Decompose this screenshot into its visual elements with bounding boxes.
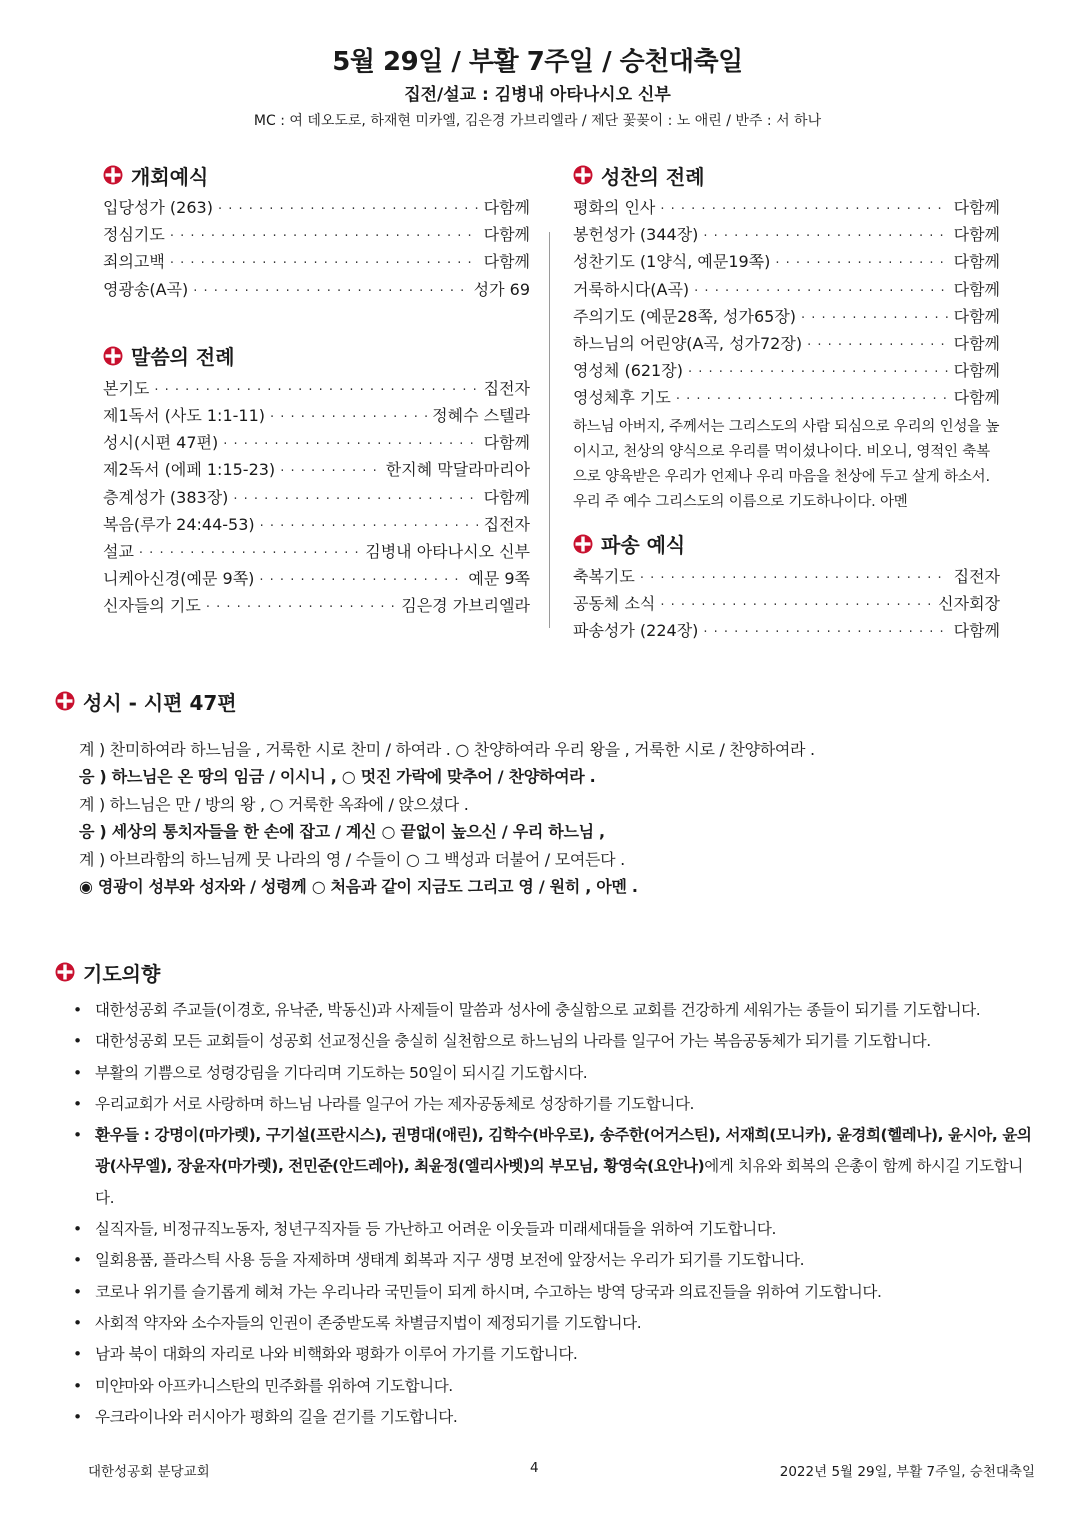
dismissal-heading-label: 파송 예식: [601, 533, 686, 557]
prayer-intention-text: 에게 치유와 회복의 은총이 함께 하시길 기도합니다.: [95, 1157, 1023, 1207]
footer-church-name: 대한성공회 분당교회: [88, 1464, 210, 1480]
prayer-intentions-list: [55, 995, 1035, 1433]
bullet-icon: •: [73, 1251, 82, 1270]
psalm-line: 계 ) 찬미하여라 하느님을 , 거룩한 시로 찬미 / 하여라 . ○ 찬양하여라 우리 왕을 , 거룩한 시로 / 찬양하여라 .: [79, 740, 815, 759]
order-item-leader: 김병내 아타나시오 신부: [365, 541, 530, 561]
psalm-lines: [55, 736, 1035, 900]
eucharist-heading: [573, 160, 1000, 190]
order-item: [103, 194, 530, 221]
bullet-icon: •: [73, 1376, 82, 1395]
order-item-leader: 집전자: [953, 566, 1000, 586]
order-item-label: 축복기도: [573, 566, 635, 586]
order-item-label: 영성체후 기도: [573, 388, 671, 408]
order-item-leader: 신자회장: [938, 593, 1000, 613]
order-item-label: 영광송(A곡): [103, 279, 189, 299]
prayer-intention-text: 남과 북이 대화의 자리로 나와 비핵화와 평화가 이루어 가기를 기도합니다.: [95, 1345, 578, 1364]
psalm-line: 응 ) 세상의 통치자들을 한 손에 잡고 / 계신 ○ 끝없이 높으신 / 우리 하느님 ,: [79, 822, 605, 842]
order-item-leader: 집전자: [483, 514, 530, 534]
order-item: [103, 402, 530, 429]
prayer-intention: [55, 1402, 1035, 1433]
prayer-intention: [55, 1058, 1035, 1089]
order-item-leader: 다함께: [953, 225, 1000, 245]
leader-dots: [660, 196, 948, 223]
order-item: [573, 330, 1000, 357]
prayer-intention-text: 대한성공회 주교들(이경호, 유낙준, 박동신)과 사제들이 말씀과 성사에 충실함으로 교회를 건강하게 세워가는 종들이 되기를 기도합니다.: [95, 1001, 981, 1019]
order-item: [573, 194, 1000, 221]
order-item-leader: 다함께: [953, 306, 1000, 326]
order-item-label: 설교: [103, 541, 134, 561]
bullet-icon: •: [73, 1345, 82, 1364]
prayer-intention: [55, 1214, 1035, 1245]
order-item-leader: 다함께: [483, 198, 530, 217]
bulletin-header: [0, 44, 1075, 132]
prayer-intention: [55, 1245, 1035, 1276]
order-item-leader: 집전자: [483, 378, 530, 398]
opening-heading: [103, 160, 530, 190]
order-item-leader: 김은경 가브리엘라: [401, 596, 530, 616]
order-item-label: 하느님의 어린양(A곡, 성가72장): [573, 333, 803, 353]
order-item-label: 복음(루가 24:44-53): [103, 514, 255, 534]
eucharist-list: [573, 194, 1000, 412]
leader-dots: [193, 278, 468, 305]
page-number: 4: [530, 1460, 539, 1476]
cross-icon: [573, 165, 593, 185]
leader-dots: [170, 223, 479, 250]
bullet-icon: •: [73, 1094, 82, 1113]
cross-icon: [103, 346, 123, 366]
order-item: [103, 375, 530, 402]
right-column: [573, 160, 1000, 644]
prayer-intention-text: 사회적 약자와 소수자들의 인권이 존중받도록 차별금지법이 제정되기를 기도합니다.: [95, 1313, 642, 1332]
order-item-leader: 정혜수 스텔라: [432, 405, 530, 425]
prayer-intention: [55, 1089, 1035, 1120]
psalm-line: 응 ) 하느님은 온 땅의 임금 / 이시니 , ○ 멋진 가락에 맞추어 / 찬양하여라 .: [79, 767, 596, 787]
leader-dots: [170, 250, 479, 277]
order-item: [103, 248, 530, 275]
order-item: [573, 303, 1000, 330]
order-item-leader: 다함께: [483, 225, 530, 245]
psalm-line: 계 ) 하느님은 만 / 방의 왕 , ○ 거룩한 옥좌에 / 앉으셨다 .: [79, 794, 469, 814]
psalm-heading-label: 성시 - 시편 47편: [83, 690, 237, 715]
prayer-intention-text: 우리교회가 서로 사랑하며 하느님 나라를 일구어 가는 제자공동체로 성장하기를 기도합니다.: [95, 1094, 695, 1113]
intentions-section: [55, 957, 1035, 1433]
word-heading: [103, 341, 530, 371]
order-item-label: 성시(시편 47편): [103, 433, 219, 453]
order-item-leader: 다함께: [953, 198, 1000, 217]
bullet-icon: •: [73, 1063, 82, 1082]
intentions-heading: [55, 957, 1035, 987]
order-item-label: 신자들의 기도: [103, 596, 201, 616]
mc-line: MC : 여 데오도로, 하재현 미카엘, 김은경 가브리엘라 / 제단 꽃꽂이 : 노 애린 / 반주 : 서 하나: [253, 113, 822, 129]
leader-dots: [807, 332, 949, 359]
leader-dots: [676, 386, 949, 413]
order-item: [103, 565, 530, 592]
leader-dots: [206, 594, 396, 621]
order-item-leader: 다함께: [953, 361, 1000, 381]
order-item: [103, 484, 530, 511]
leader-dots: [640, 565, 949, 592]
order-item-label: 주의기도 (예문28쪽, 성가65장): [573, 306, 797, 326]
opening-heading-label: 개회예식: [131, 164, 209, 189]
order-item: [573, 357, 1000, 384]
order-item: [103, 538, 530, 565]
leader-dots: [280, 458, 381, 485]
order-item-leader: 성가 69: [473, 279, 530, 299]
order-item: [103, 221, 530, 248]
order-item-label: 파송성가 (224장): [573, 620, 699, 640]
order-item: [103, 429, 530, 456]
prayer-intention-text: 일회용품, 플라스틱 사용 등을 자제하며 생태계 회복과 지구 생명 보전에 앞장서는 우리가 되기를 기도합니다.: [95, 1251, 805, 1270]
order-item: [573, 221, 1000, 248]
prayer-intention-text: 코로나 위기를 슬기롭게 헤쳐 가는 우리나라 국민들이 되게 하시며, 수고하는 방역 당국과 의료진들을 위하여 기도합니다.: [95, 1282, 882, 1301]
order-item-label: 정심기도: [103, 225, 165, 245]
order-item: [573, 617, 1000, 644]
leader-dots: [139, 540, 360, 567]
patient-names: 환우들 : 강명이(마가렛), 구기설(프란시스), 권명대(애린), 김학수(바우로), 송주한(어거스틴), 서재희(모니카), 윤경희(헬레나), 윤시아, 윤의광(사무엘), 장윤자(마가렛), 전민준(안드레아), 최윤정(엘리사벳)의 부모님, 황영숙(요안나): [95, 1126, 1032, 1176]
celebrant-line: 집전/설교 : 김병내 아타나시오 신부: [404, 85, 671, 105]
leader-dots: [703, 223, 948, 250]
prayer-intention-text: 우크라이나와 러시아가 평화의 길을 걷기를 기도합니다.: [95, 1407, 458, 1426]
leader-dots: [801, 305, 949, 332]
order-item-leader: 예문 9쪽: [468, 569, 530, 589]
order-item-label: 본기도: [103, 378, 150, 398]
order-item-label: 제2독서 (에페 1:15-23): [103, 460, 276, 480]
prayer-intention: [55, 1308, 1035, 1339]
prayer-intention-text: 실직자들, 비정규직노동자, 청년구직자들 등 가난하고 어려운 이웃들과 미래세대들을 위하여 기도합니다.: [95, 1220, 776, 1239]
page-title: 5월 29일 / 부활 7주일 / 승천대축일: [332, 47, 743, 77]
order-item: [573, 276, 1000, 303]
column-divider: [549, 232, 550, 628]
leader-dots: [688, 359, 949, 386]
prayer-intention-text: 대한성공회 모든 교회들이 성공회 선교정신을 충실히 실천함으로 하느님의 나라를 일구어 가는 복음공동체가 되기를 기도합니다.: [95, 1032, 931, 1051]
bullet-icon: •: [73, 1407, 82, 1426]
post-communion-prayer: 하느님 아버지, 주께서는 그리스도의 사람 되심으로 우리의 인성을 높이시고, 천상의 양식으로 우리를 먹이셨나이다. 비오니, 영적인 축복으로 양육받은 우리가 언제나 우리 마음을 천상에 두고 살게 하소서. 우리 주 예수 그리스도의 이름으로 기도하나이다. 아멘: [573, 418, 1000, 510]
prayer-intention: [55, 1339, 1035, 1370]
order-item-label: 죄의고백: [103, 252, 165, 272]
leader-dots: [660, 592, 933, 619]
psalm-line: ◉ 영광이 성부와 성자와 / 성령께 ○ 처음과 같이 지금도 그리고 영 / 원히 , 아멘 .: [79, 876, 638, 896]
order-item-leader: 다함께: [483, 252, 530, 272]
order-item-label: 영성체 (621장): [573, 361, 683, 381]
order-item-leader: 다함께: [483, 487, 530, 507]
bullet-icon: •: [73, 1032, 82, 1051]
leader-dots: [154, 377, 478, 404]
eucharist-heading-label: 성찬의 전례: [601, 164, 705, 189]
prayer-intention: [55, 1120, 1035, 1214]
order-item: [573, 590, 1000, 617]
prayer-intention: [55, 1026, 1035, 1057]
order-item-label: 니케아신경(예문 9쪽): [103, 569, 255, 589]
intentions-heading-label: 기도의향: [83, 961, 161, 986]
cross-icon: [55, 962, 75, 982]
bullet-icon: •: [73, 1126, 82, 1145]
order-item-label: 공동체 소식: [573, 593, 656, 613]
leader-dots: [694, 278, 948, 305]
leader-dots: [703, 619, 948, 646]
dismissal-list: [573, 563, 1000, 645]
order-item: [573, 248, 1000, 275]
bullet-icon: •: [73, 1313, 82, 1332]
psalm-heading: [55, 686, 1035, 716]
prayer-intention: [55, 1371, 1035, 1402]
cross-icon: [103, 165, 123, 185]
order-item-label: 제1독서 (사도 1:1-11): [103, 405, 265, 425]
leader-dots: [233, 486, 478, 513]
prayer-intention-text: 부활의 기쁨으로 성령강림을 기다리며 기도하는 50일이 되시길 기도합시다.: [95, 1063, 588, 1082]
leader-dots: [218, 196, 479, 223]
order-item-leader: 한지혜 막달라마리아: [385, 460, 530, 480]
cross-icon: [573, 534, 593, 554]
leader-dots: [775, 250, 948, 277]
leader-dots: [260, 513, 479, 540]
psalm-line: 계 ) 아브라함의 하느님께 뭇 나라의 영 / 수들이 ○ 그 백성과 더불어 / 모여든다 .: [79, 849, 625, 869]
order-item-label: 성찬기도 (1양식, 예문19쪽): [573, 252, 771, 272]
order-item: [103, 276, 530, 303]
prayer-intention-text: 미얀마와 아프카니스탄의 민주화를 위하여 기도합니다.: [95, 1376, 453, 1395]
psalm-section: [55, 686, 1035, 900]
order-item-label: 층계성가 (383장): [103, 487, 229, 507]
order-item-leader: 다함께: [953, 333, 1000, 353]
order-item-leader: 다함께: [483, 433, 530, 453]
prayer-intention: [55, 995, 1035, 1026]
cross-icon: [55, 691, 75, 711]
leader-dots: [259, 567, 463, 594]
order-item-leader: 다함께: [953, 279, 1000, 299]
order-item-leader: 다함께: [953, 620, 1000, 640]
order-item-leader: 다함께: [953, 252, 1000, 272]
leader-dots: [270, 404, 427, 431]
leader-dots: [223, 431, 478, 458]
opening-list: [103, 194, 530, 303]
order-item: [103, 511, 530, 538]
word-heading-label: 말씀의 전례: [131, 345, 235, 370]
word-list: [103, 375, 530, 620]
footer-date: 2022년 5월 29일, 부활 7주일, 승천대축일: [779, 1464, 1035, 1480]
bullet-icon: •: [73, 1282, 82, 1301]
order-item: [103, 456, 530, 483]
bullet-icon: •: [73, 1220, 82, 1239]
order-item: [103, 592, 530, 619]
left-column: [103, 160, 530, 619]
order-item-label: 봉헌성가 (344장): [573, 225, 699, 245]
order-item: [573, 563, 1000, 590]
dismissal-heading: [573, 529, 1000, 559]
bullet-icon: •: [73, 1001, 82, 1019]
order-item-label: 거룩하시다(A곡): [573, 279, 690, 299]
prayer-intention: [55, 1277, 1035, 1308]
order-item-label: 입당성가 (263): [103, 198, 213, 217]
order-item-label: 평화의 인사: [573, 198, 656, 217]
order-item-leader: 다함께: [953, 388, 1000, 408]
order-item: [573, 384, 1000, 411]
